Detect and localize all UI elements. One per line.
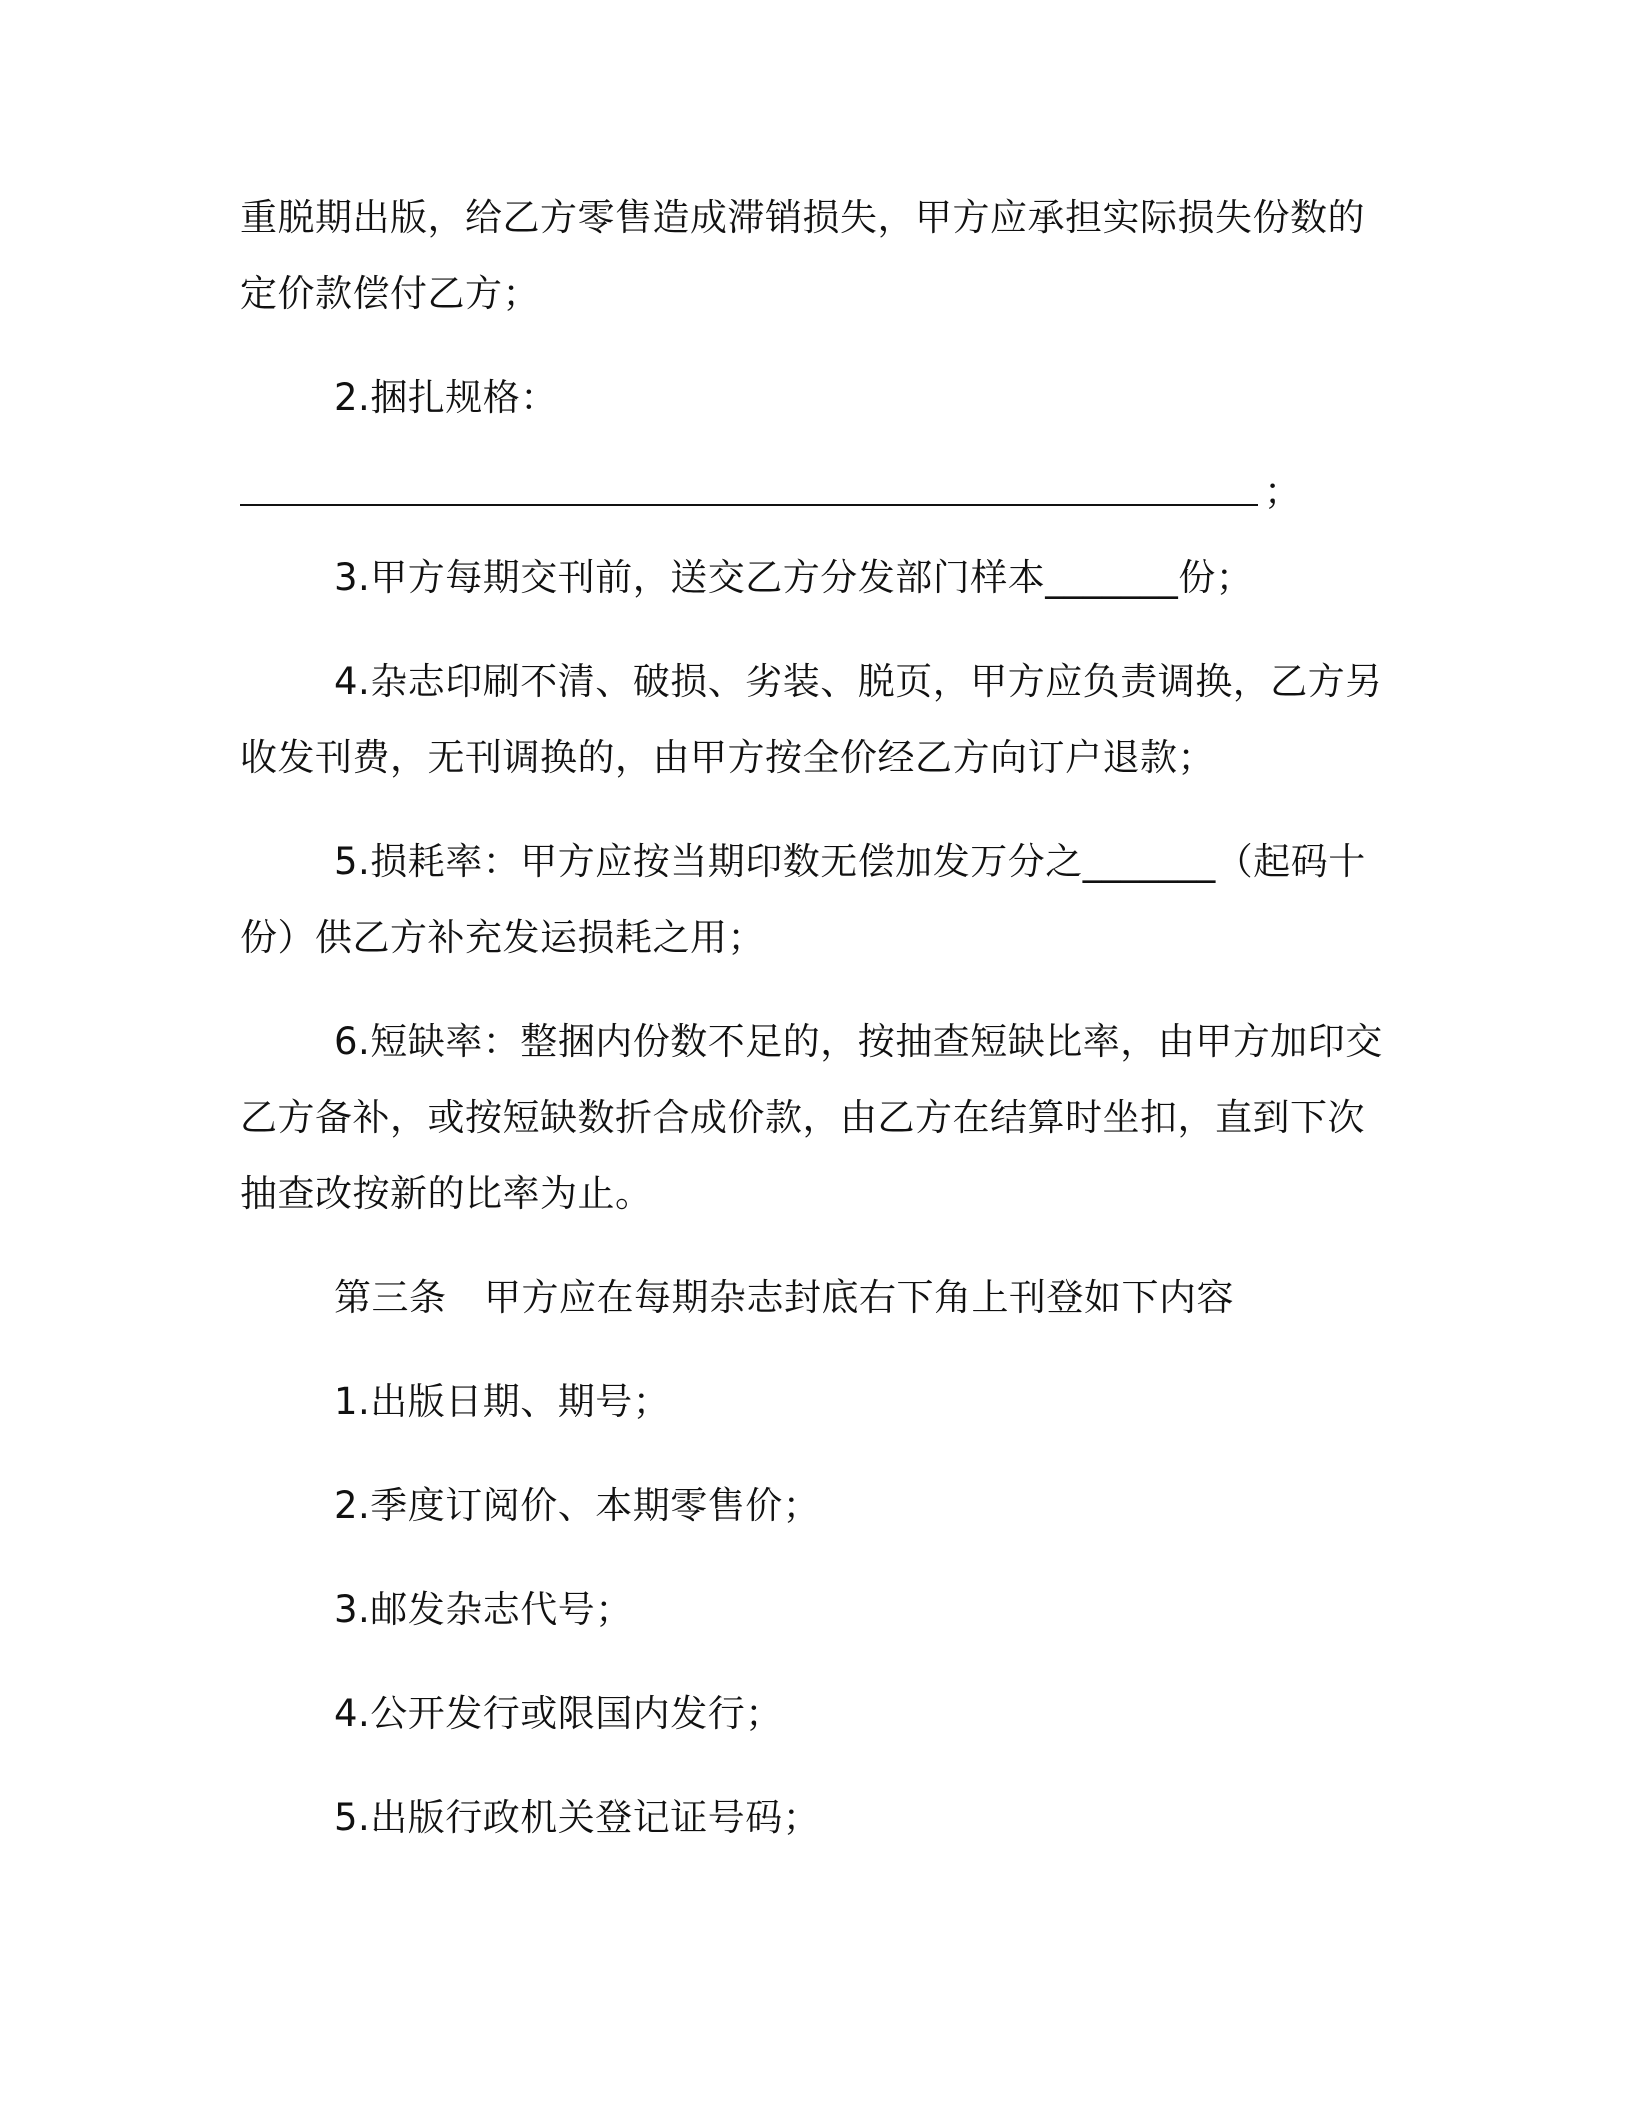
- blank-terminator: ；: [1264, 470, 1301, 513]
- paragraph-line: 乙方备补，或按短缺数折合成价款，由乙方在结算时坐扣，直到下次: [240, 1096, 1365, 1139]
- fill-in-blank-line: [240, 504, 1258, 506]
- list-item: 4.公开发行或限国内发行；: [334, 1692, 783, 1735]
- bundle-spec-label: 2.捆扎规格：: [334, 376, 558, 419]
- paragraph-line: 4.杂志印刷不清、破损、劣装、脱页，甲方应负责调换，乙方另: [334, 660, 1383, 703]
- list-item: 2.季度订阅价、本期零售价；: [334, 1484, 821, 1527]
- list-item: 3.邮发杂志代号；: [334, 1588, 633, 1631]
- paragraph-line: 重脱期出版，给乙方零售造成滞销损失，甲方应承担实际损失份数的: [240, 196, 1365, 239]
- paragraph-line: 抽查改按新的比率为止。: [240, 1172, 653, 1215]
- article-heading: 第三条 甲方应在每期杂志封底右下角上刊登如下内容: [334, 1276, 1234, 1319]
- sample-copies-line: 3.甲方每期交刊前，送交乙方分发部门样本_______份；: [334, 556, 1254, 599]
- bundle-spec-blank: [240, 468, 1301, 516]
- paragraph-line: 6.短缺率：整捆内份数不足的，按抽查短缺比率，由甲方加印交: [334, 1020, 1383, 1063]
- list-item: 1.出版日期、期号；: [334, 1380, 671, 1423]
- paragraph-line: 定价款偿付乙方；: [240, 272, 540, 315]
- paragraph-line: 收发刊费，无刊调换的，由甲方按全价经乙方向订户退款；: [240, 736, 1215, 779]
- list-item: 5.出版行政机关登记证号码；: [334, 1796, 821, 1839]
- paragraph-line: 份）供乙方补充发运损耗之用；: [240, 916, 765, 959]
- paragraph-line: 5.损耗率：甲方应按当期印数无偿加发万分之_______（起码十: [334, 840, 1366, 883]
